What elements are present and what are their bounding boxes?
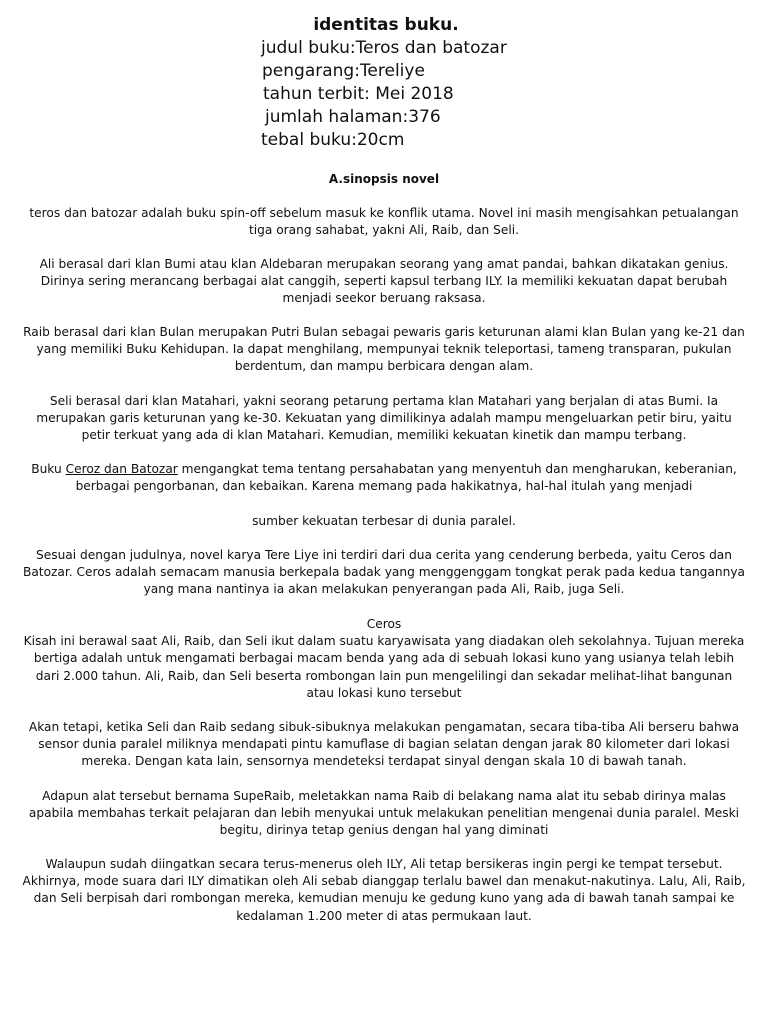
identity-line-title: judul buku:Teros dan batozar: [261, 38, 507, 58]
paragraph-text: Kisah ini berawal saat Ali, Raib, dan Seli ikut dalam suatu karyawisata yang diadakan oleh sekolahnya. Tujuan mereka bertiga adalah untuk mengamati berbagai macam benda yang ada di sebuah lokasi kuno yang usianya telah lebih dari 2.000 tahun. Ali, Raib, dan Seli beserta rombongan lain pun mengelilingi dan sekadar melihat-lihat bangunan atau lokasi kuno tersebut: [23, 634, 745, 700]
paragraph-seli: [22, 393, 746, 445]
identity-line-pages: jumlah halaman:376: [265, 107, 441, 127]
paragraph-theme: [22, 461, 746, 495]
paragraph-text: [22, 461, 746, 495]
paragraph-text: sumber kekuatan terbesar di dunia paralel.: [252, 514, 516, 528]
paragraph-ily: [22, 856, 746, 925]
paragraph-superaib: [22, 788, 746, 840]
paragraph-prefix: Buku: [31, 462, 66, 476]
paragraph-title-meaning: [22, 547, 746, 599]
paragraph-intro: [22, 205, 746, 239]
identity-title: identitas buku.: [313, 15, 459, 35]
paragraph-ceros: [22, 616, 746, 702]
paragraph-text: Akan tetapi, ketika Seli dan Raib sedang sibuk-sibuknya melakukan pengamatan, secara tiba-tiba Ali berseru bahwa sensor dunia paralel miliknya mendapati pintu kamuflase di bagian selatan dengan jarak 80 kilometer dari lokasi mereka. Dengan kata lain, sensornya mendeteksi terdapat sinyal dengan skala 10 di bawah tanah.: [28, 720, 740, 769]
paragraph-sensor: [22, 719, 746, 771]
paragraph-text: Adapun alat tersebut bernama SupeRaib, meletakkan nama Raib di belakang nama alat itu sebab dirinya malas apabila membahas terkait pelajaran dan lebih menyukai untuk melakukan penelitian mengenai dunia paralel. Meski begitu, dirinya tetap genius dengan hal yang diminati: [28, 789, 740, 838]
book-title-link[interactable]: Ceroz dan Batozar: [65, 462, 178, 476]
identity-line-author: pengarang:Tereliye: [262, 61, 425, 81]
paragraph-text: Sesuai dengan judulnya, novel karya Tere Liye ini terdiri dari dua cerita yang cenderung berbeda, yaitu Ceros dan Batozar. Ceros adalah semacam manusia berkepala badak yang menggenggam tongkat perak pada kedua tangannya yang mana nantinya ia akan melakukan penyerangan pada Ali, Raib, juga Seli.: [22, 548, 746, 597]
section-title-ceros: Ceros: [366, 617, 402, 631]
identity-line-thickness: tebal buku:20cm: [261, 130, 405, 150]
paragraph-text: Walaupun sudah diingatkan secara terus-menerus oleh ILY, Ali tetap bersikeras ingin pergi ke tempat tersebut. Akhirnya, mode suara dari ILY dimatikan oleh Ali sebab dianggap terlalu bawel dan menakut-nakutinya. Lalu, Ali, Raib, dan Seli berpisah dari rombongan mereka, kemudian menuju ke gedung kuno yang ada di bawah tanah sampai ke kedalaman 1.200 meter di atas permukaan laut.: [22, 857, 746, 923]
paragraph-ali: [22, 256, 746, 308]
paragraph-text: teros dan batozar adalah buku spin-off sebelum masuk ke konflik utama. Novel ini masih mengisahkan petualangan tiga orang sahabat, yakni Ali, Raib, dan Seli.: [29, 206, 739, 238]
paragraph-raib: [22, 324, 746, 376]
paragraph-suffix: mengangkat tema tentang persahabatan yang menyentuh dan mengharukan, keberanian, berbagai pengorbanan, dan kebaikan. Karena memang pada hakikatnya, hal-hal itulah yang menjadi: [75, 462, 737, 494]
identity-line-year: tahun terbit: Mei 2018: [263, 84, 454, 104]
paragraph-text: Seli berasal dari klan Matahari, yakni seorang petarung pertama klan Matahari yang berjalan di atas Bumi. Ia merupakan garis keturunan yang ke-30. Kekuatan yang dimilikinya adalah mampu mengeluarkan petir biru, yaitu petir terkuat yang ada di klan Matahari. Kemudian, memiliki kekuatan kinetik dan mampu terbang.: [36, 394, 732, 443]
paragraph-text: Raib berasal dari klan Bulan merupakan Putri Bulan sebagai pewaris garis keturunan alami klan Bulan yang ke-21 dan yang memiliki Buku Kehidupan. Ia dapat menghilang, mempunyai teknik teleportasi, tameng transparan, pukulan berdentum, dan mampu berbicara dengan alam.: [23, 325, 745, 374]
paragraph-text: Ali berasal dari klan Bumi atau klan Aldebaran merupakan seorang yang amat pandai, bahkan dikatakan genius. Dirinya sering merancang berbagai alat canggih, seperti kapsul terbang ILY. Ia memiliki kekuatan dapat berubah menjadi seekor beruang raksasa.: [39, 257, 729, 306]
paragraph-source: [22, 513, 746, 530]
sinopsis-heading: A.sinopsis novel: [328, 172, 440, 186]
